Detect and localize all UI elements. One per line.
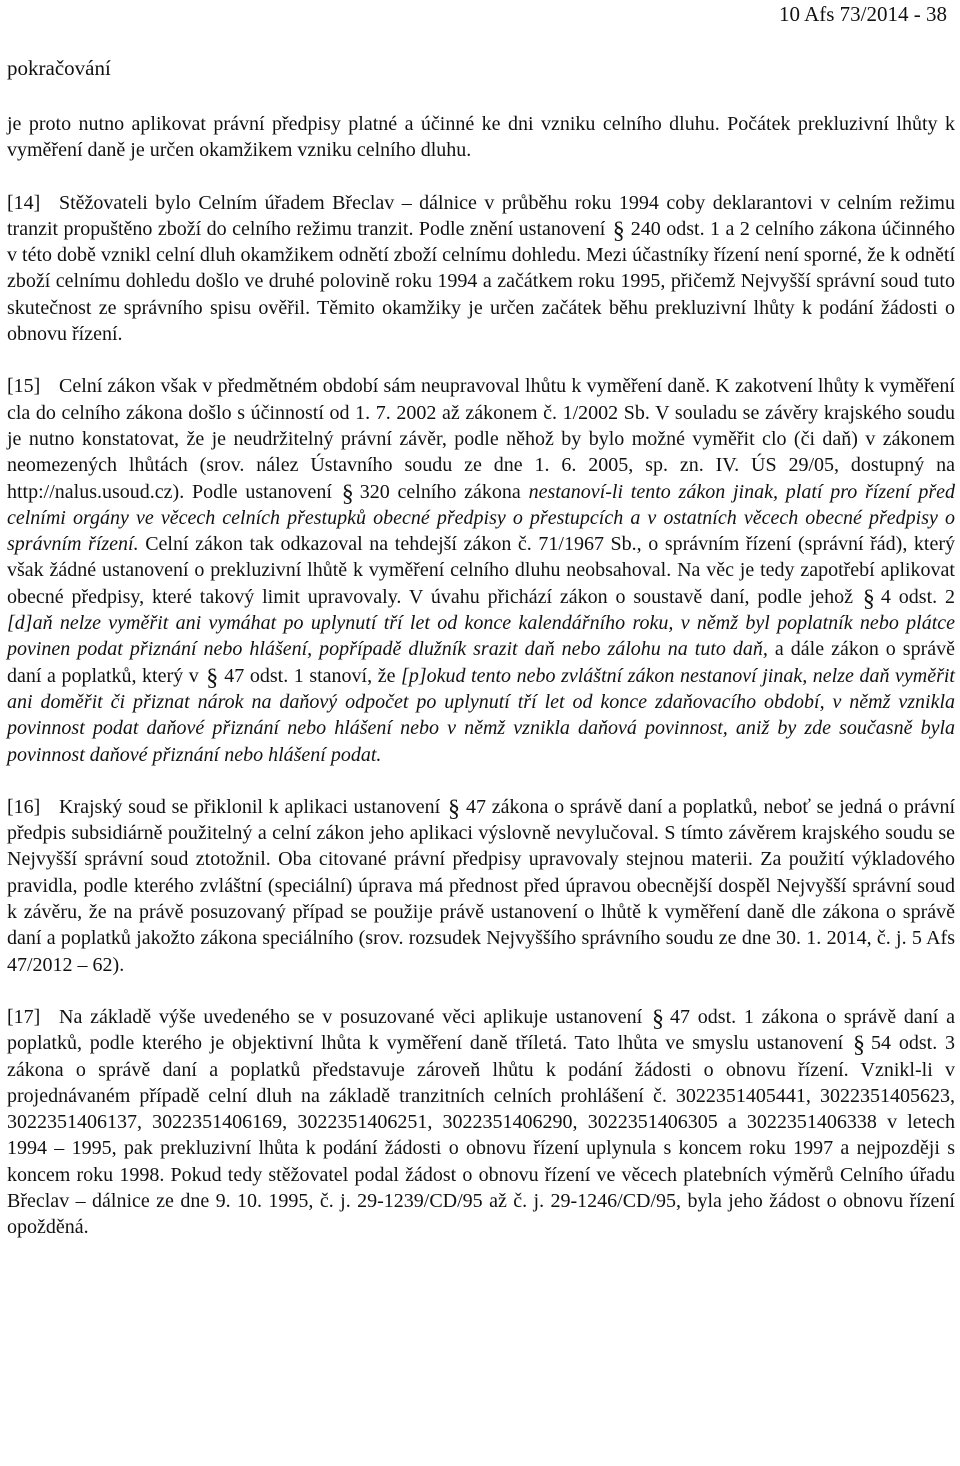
section-symbol: § bbox=[612, 217, 625, 244]
document-body bbox=[7, 111, 955, 1241]
section-symbol: § bbox=[206, 664, 219, 691]
paragraph-text: 320 celního zákona bbox=[359, 480, 521, 503]
paragraph-text: 4 odst. 2 bbox=[880, 585, 955, 608]
paragraph-text: 54 odst. 3 zákona o správě daní a poplatků představuje zároveň lhůtu k podání žádosti o obnovu řízení. Vznikl-li v projednávaném případě celní dluh na základě tranzitních celních prohlášení č. 3022351405441, 3022351405623, 3022351406137, 3022351406169, 3022351406251, 3022351406290, 3022351406305 a 3022351406338 v letech 1994 – 1995, pak prekluzivní lhůta k podání žádosti o obnovu řízení uplynula s koncem roku 1997 a nejpozději s koncem roku 1998. Pokud tedy stěžovatel podal žádost o obnovu řízení ve věcech platebních výměrů Celního úřadu Břeclav – dálnice ze dne 9. 10. 1995, č. j. 29-1239/CD/95 až č. j. 29-1246/CD/95, byla jeho žádost o obnovu řízení opožděná. bbox=[7, 1032, 956, 1239]
paragraph-14 bbox=[7, 190, 955, 348]
paragraph-text: Stěžovateli bylo Celním úřadem Břeclav – dálnice v průběhu roku 1994 coby deklarantovi v celním režimu tranzit propuštěno zboží do celního režimu tranzit. Podle znění ustanovení bbox=[7, 191, 955, 240]
nalus-link[interactable]: http://nalus.usoud.cz bbox=[7, 480, 173, 503]
quoted-provision: [d]aň nelze vyměřit ani vymáhat po uplynutí tří let od konce kalendářního roku, v němž byl poplatník nebo plátce povinen podat přiznání nebo hlášení, popřípadě dlužník srazit daň nebo zálohu na tuto daň, bbox=[7, 612, 955, 661]
paragraph-text: je proto nutno aplikovat právní předpisy platné a účinné ke dni vzniku celního dluhu. Počátek prekluzivní lhůty k vyměření daně je určen okamžikem vzniku celního dluhu. bbox=[7, 113, 955, 162]
paragraph-text: 47 odst. 1 stanoví, že bbox=[224, 664, 396, 687]
paragraph-17 bbox=[7, 1004, 955, 1241]
paragraph-text: ). Podle ustanovení bbox=[172, 480, 332, 503]
paragraph-text: 240 odst. 1 a 2 celního zákona účinného v této době vznikl celní dluh okamžikem odnětí zboží celnímu dohledu. Mezi účastníky řízení není sporné, že k odnětí zboží celnímu dohledu došlo ve druhé polovině roku 1994 a začátkem roku 1995, přičemž Nejvyšší správní soud tuto skutečnost ze správního spisu ověřil. Těmito okamžiky je určen začátek běhu prekluzivní lhůty k podání žádosti o obnovu řízení. bbox=[7, 217, 955, 346]
paragraph-16 bbox=[7, 794, 955, 978]
paragraph-text: a dále zákon o správě daní a poplatků, který v bbox=[7, 638, 956, 687]
paragraph-number: [17] bbox=[7, 1005, 41, 1028]
paragraph-intro bbox=[7, 111, 955, 164]
section-symbol: § bbox=[853, 1032, 866, 1059]
quoted-provision: nestanoví-li tento zákon jinak, platí pro řízení před celními orgány ve věcech celních přestupků obecné předpisy o přestupcích a v ostatních věcech obecné předpisy o správním řízení. bbox=[7, 480, 956, 556]
continuation-label: pokračování bbox=[7, 56, 111, 80]
paragraph-15 bbox=[7, 373, 955, 767]
quoted-provision: [p]okud tento nebo zvláštní zákon nestanoví jinak, nelze daň vyměřit ani doměřit či přiznat nárok na daňový odpočet po uplynutí tří let od konce zdaňovacího období, v němž vznikla povinnost podat daňové přiznání nebo hlášení nebo v němž vznikla daňová povinnost, aniž by zde současně byla povinnost daňové přiznání nebo hlášení podat. bbox=[7, 664, 955, 766]
paragraph-text: 47 zákona o správě daní a poplatků, neboť se jedná o právní předpis subsidiárně použitelný a celní zákon jeho aplikaci výslovně nevylučoval. S tímto závěrem krajského soudu se Nejvyšší správní soud ztotožnil. Oba citované právní předpisy upravovaly stejnou materii. Za použití výkladového pravidla, podle kterého zvláštní (speciální) úprava má přednost před úpravou obecnější dospěl Nejvyšší správní soud k závěru, že na právě posuzovaný případ se použije právě ustanovení o lhůtě k vyměření daně dle zákona o správě daní a poplatků jakožto zákona speciálního (srov. rozsudek Nejvyššího správního soudu ze dne 30. 1. 2014, č. j. 5 Afs 47/2012 – 62). bbox=[7, 795, 955, 976]
paragraph-text: 47 odst. 1 zákona o správě daní a poplatků, podle kterého je objektivní lhůta k vyměření daně tříletá. Tato lhůta ve smyslu ustanovení bbox=[7, 1005, 956, 1055]
paragraph-number: [16] bbox=[7, 795, 41, 818]
paragraph-text: Celní zákon tak odkazoval na tehdejší zákon č. 71/1967 Sb., o správním řízení (správní řád), který však žádné ustanovení o prekluzivní lhůtě k vyměření celního dluhu neobsahoval. Na věc je tedy zapotřebí aplikovat obecné předpisy, které takový limit upravovaly. V úvahu přichází zákon o soustavě daní, podle jehož bbox=[7, 533, 956, 608]
paragraph-number: [14] bbox=[7, 191, 41, 214]
section-symbol: § bbox=[862, 585, 875, 612]
paragraph-text: Krajský soud se přiklonil k aplikaci ustanovení bbox=[59, 795, 441, 818]
paragraph-text: Na základě výše uvedeného se v posuzované věci aplikuje ustanovení bbox=[59, 1005, 643, 1028]
paragraph-number: [15] bbox=[7, 375, 41, 398]
paragraph-text: Celní zákon však v předmětném období sám neupravoval lhůtu k vyměření daně. K zakotvení lhůty k vyměření cla do celního zákona došlo s účinností od 1. 7. 2002 až zákonem č. 1/2002 Sb. V souladu se závěry krajského soudu je nutno konstatovat, že je neudržitelný právní závěr, podle něhož by bylo možné vyměřit clo (či daň) v zákonem neomezených lhůtách (srov. nález Ústavního soudu ze dne 1. 6. 2005, sp. zn. IV. ÚS 29/05, dostupný na bbox=[7, 375, 955, 477]
section-symbol: § bbox=[447, 795, 460, 822]
section-symbol: § bbox=[341, 480, 354, 507]
case-reference: 10 Afs 73/2014 - 38 bbox=[779, 2, 947, 26]
section-symbol: § bbox=[652, 1005, 665, 1032]
